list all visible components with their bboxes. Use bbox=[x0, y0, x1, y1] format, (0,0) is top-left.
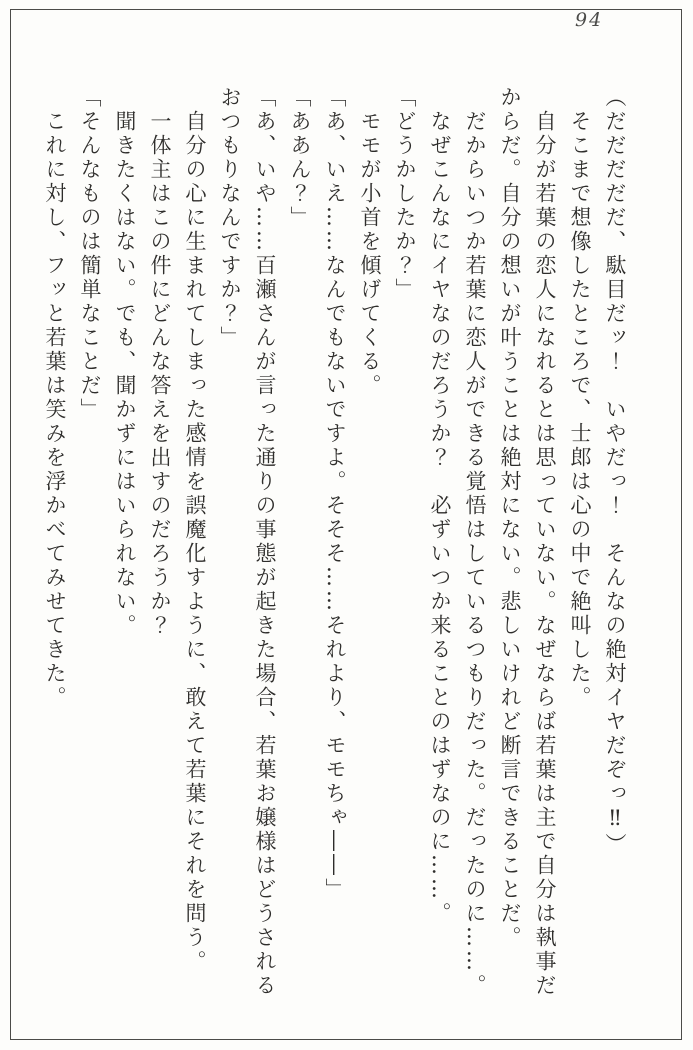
text-column: モモが小首を傾げてくる。 bbox=[358, 110, 382, 398]
text-column: そこまで想像したところで、士郎は心の中で絶叫した。 bbox=[568, 110, 592, 710]
vertical-text-area bbox=[37, 86, 632, 1008]
text-column: 「そんなものは簡単なことだ」 bbox=[78, 86, 102, 422]
text-column: 「ああん？」 bbox=[288, 86, 312, 230]
text-column: 自分の心に生まれてしまった感情を誤魔化すように、敢えて若葉にそれを問う。 bbox=[183, 110, 207, 974]
text-column: なぜこんなにイヤなのだろうか？ 必ずいつか来ることのはずなのに……。 bbox=[428, 110, 452, 926]
text-column: 自分が若葉の恋人になれるとは思っていない。なぜならば若葉は主で自分は執事だ bbox=[533, 110, 557, 998]
text-column: おつもりなんですか？」 bbox=[218, 86, 242, 350]
text-column: だからいつか若葉に恋人ができる覚悟はしているつもりだった。だったのに……。 bbox=[463, 110, 487, 998]
text-column: （だだだだだ、駄目だッ！ いやだっ！ そんなの絶対イヤだぞっ‼） bbox=[603, 86, 627, 857]
text-column: からだ。自分の想いが叶うことは絶対にない。悲しいけれど断言できることだ。 bbox=[498, 86, 522, 950]
text-column: 「あ、いえ……なんでもないですよ。そそそ……それより、モモちゃ――」 bbox=[323, 86, 347, 902]
text-column: これに対し、フッと若葉は笑みを浮かべてみせてきた。 bbox=[43, 110, 67, 710]
text-column: 一体主はこの件にどんな答えを出すのだろうか？ bbox=[148, 110, 172, 638]
page-number: 94 bbox=[575, 9, 604, 31]
text-column: 「どうかしたか？」 bbox=[393, 86, 417, 302]
text-column: 「あ、いや……百瀬さんが言った通りの事態が起きた場合、若葉お嬢様はどうされる bbox=[253, 86, 277, 998]
text-column: 聞きたくはない。でも、聞かずにはいられない。 bbox=[113, 110, 137, 638]
